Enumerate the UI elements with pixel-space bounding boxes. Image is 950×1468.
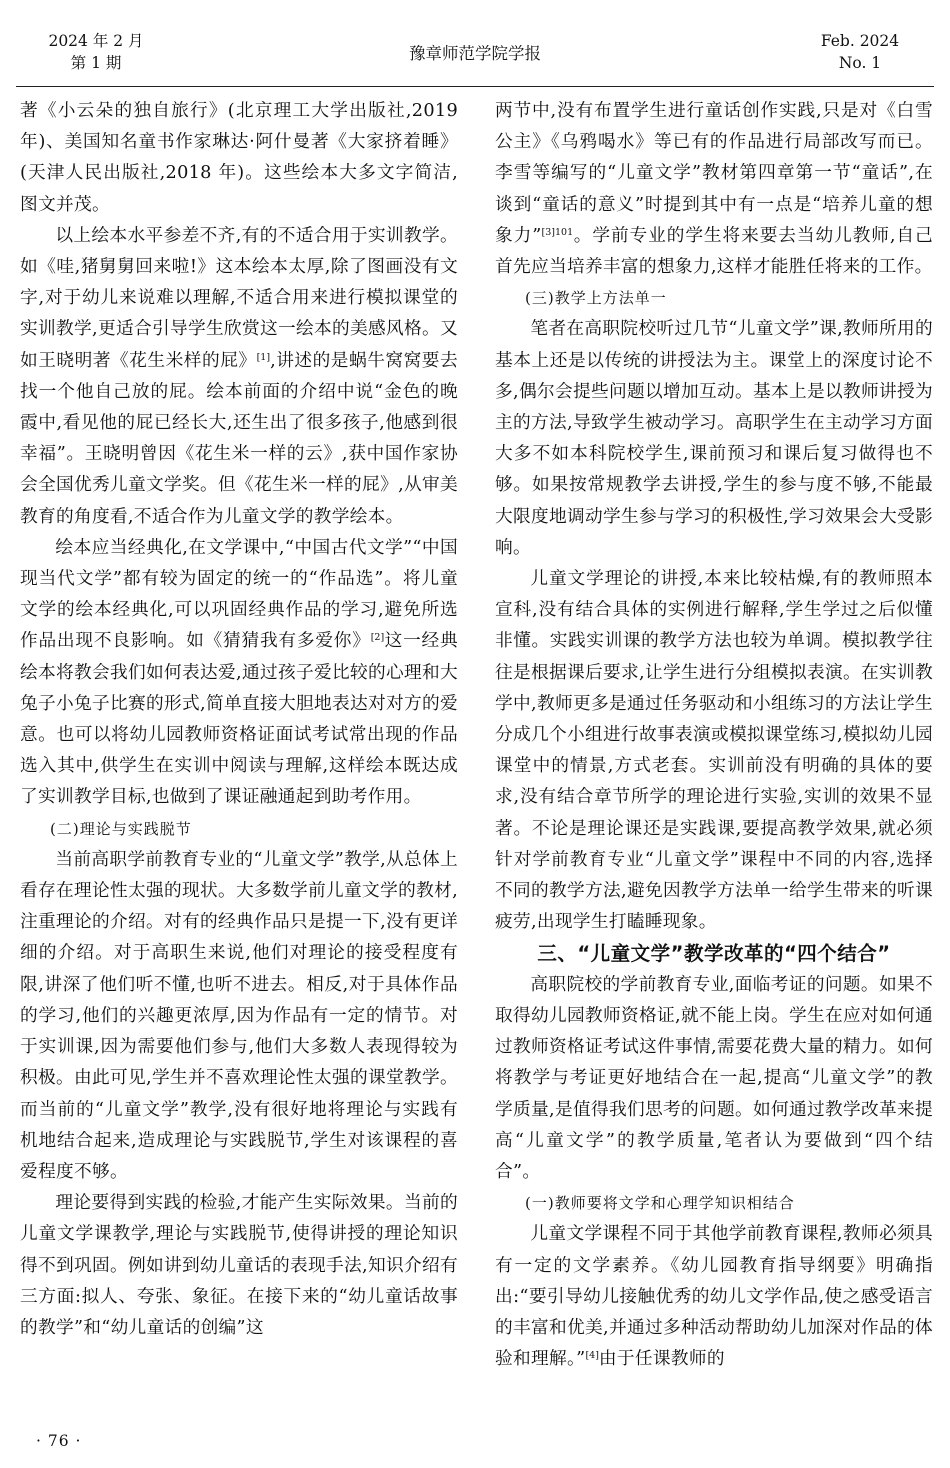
issue-number-cn: 第 1 期 [70,54,122,72]
paragraph-text: 由于任课教师的 [598,1349,725,1370]
subsection-heading: (三)教学上方法单一 [525,289,667,308]
paragraph: 高职院校的学前教育专业,面临考证的问题。如果不取得幼儿园教师资格证,就不能上岗。学生在应对如何通过教师资格证考试这件事情,需要花费大量的精力。如何将教学与考证更好地结合在一起,提高“儿童文学”的教学质量,是值得我们思考的问题。如何通过教学改革来提高“儿童文学”的教学质量,笔者认为要做到“四个结合”。 [495,974,933,1182]
left-column [20,96,458,1344]
page-number: · 76 · [36,1432,82,1450]
paragraph [20,221,458,533]
paragraph [20,533,458,814]
paragraph-text: 。学前专业的学生将来要去当幼儿教师,自己首先应当培养丰富的想象力,这样才能胜任将来的工作。 [495,225,933,278]
paragraph: 笔者在高职院校听过几节“儿童文学”课,教师所用的基本上还是以传统的讲授法为主。课堂上的深度讨论不多,偶尔会提些问题以增加互动。基本上是以教师讲授为主的方法,导致学生被动学习。高职学生在主动学习方面大多不如本科院校学生,课前预习和课后复习做得也不够。如果按常规教学去讲授,学生的参与度不够,不能最大限度地调动学生参与学习的积极性,学习效果会大受影响。 [495,319,933,558]
paragraph: 著《小云朵的独自旅行》(北京理工大学出版社,2019年)、美国知名童书作家琳达·阿什曼著《大家挤着睡》(天津人民出版社,2018 年)。这些绘本大多文字简洁,图文并茂。 [20,101,458,215]
paragraph: 儿童文学理论的讲授,本来比较枯燥,有的教师照本宣科,没有结合具体的实例进行解释,学生学过之后似懂非懂。实践实训课的教学方法也较为单调。模拟教学往往是根据课后要求,让学生进行分组模拟表演。在实训教学中,教师更多是通过任务驱动和小组练习的方法让学生分成几个小组进行故事表演或模拟课堂练习,模拟幼儿园课堂中的情景,方式老套。实训前没有明确的具体的要求,没有结合章节所学的理论进行实验,实训的效果不显著。不论是理论课还是实践课,要提高教学效果,就必须针对学前教育专业“儿童文学”课程中不同的内容,选择不同的教学方法,避免因教学方法单一给学生带来的听课疲劳,出现学生打瞌睡现象。 [495,569,933,933]
issue-year-month: 2024 年 2 月 [48,32,144,50]
header-rule [16,86,934,87]
paragraph-text: 儿童文学课程不同于其他学前教育课程,教师必须具有一定的文学素养。《幼儿园教育指导纲要》明确指出:“要引导幼儿接触优秀的幼儿文学作品,使之感受语言的丰富和优美,并通过多种活动帮助幼儿加深对作品的体验和理解。” [495,1224,933,1370]
subsection-heading: (一)教师要将文学和心理学知识相结合 [525,1194,795,1213]
paragraph [495,96,933,283]
citation-ref: [2] [370,632,385,644]
paragraph-text: ,讲述的是蜗牛窝窝要去找一个他自己放的屁。绘本前面的介绍中说“金色的晚霞中,看见他的屁已经长大,还生出了很多孩子,他感到很幸福”。王晓明曾因《花生米一样的云》,获中国作家协会全国优秀儿童文学奖。但《花生米一样的屁》,从审美教育的角度看,不适合作为儿童文学的教学绘本。 [20,350,458,527]
paragraph-text: 以上绘本水平参差不齐,有的不适合用于实训教学。如《哇,猪舅舅回来啦!》这本绘本太厚,除了图画没有文字,对于幼儿来说难以理解,不适合用来进行模拟课堂的实训教学,更适合引导学生欣赏这一绘本的美感风格。又如王晓明著《花生米样的屁》 [20,225,458,371]
citation-ref: [1] [256,351,271,363]
paragraph-text: 两节中,没有布置学生进行童话创作实践,只是对《白雪公主》《乌鸦喝水》等已有的作品进行局部改写而已。李雪等编写的“儿童文学”教材第四章第一节“童话”,在谈到“童话的意义”时提到其中有一点是“培养儿童的想象力” [495,101,933,246]
journal-title: 豫章师范学院学报 [409,44,541,63]
issue-number-en: No. 1 [838,54,882,72]
paragraph: 当前高职学前教育专业的“儿童文学”教学,从总体上看存在理论性太强的现状。大多数学前儿童文学的教材,注重理论的介绍。对有的经典作品只是提一下,没有更详细的介绍。对于高职生来说,他们对理论的接受程度有限,讲深了他们听不懂,也听不进去。相反,对于具体作品的学习,他们的兴趣更浓厚,因为作品有一定的情节。对于实训课,因为需要他们参与,他们大多数人表现得较为积极。由此可见,学生并不喜欢理论性太强的课堂教学。而当前的“儿童文学”教学,没有很好地将理论与实践有机地结合起来,造成理论与实践脱节,学生对该课程的喜爱程度不够。 [20,849,458,1182]
issue-date-en [810,30,910,74]
issue-month-en: Feb. 2024 [820,32,900,50]
paragraph: 理论要得到实践的检验,才能产生实际效果。当前的儿童文学课教学,理论与实践脱节,使得讲授的理论知识得不到巩固。例如讲到幼儿童话的表现手法,知识介绍有三方面:拟人、夸张、象征。在接下来的“幼儿童话故事的教学”和“幼儿童话的创编”这 [20,1193,458,1338]
subsection-heading: (二)理论与实践脱节 [50,819,192,838]
right-column [495,96,933,1375]
section-heading: 三、“儿童文学”教学改革的“四个结合” [537,942,891,966]
paragraph [495,1219,933,1375]
paragraph-text: 这一经典绘本将教会我们如何表达爱,通过孩子爱比较的心理和大兔子小兔子比赛的形式,简单直接大胆地表达对对方的爱意。也可以将幼儿园教师资格证面试考试常出现的作品选入其中,供学生在实训中阅读与理解,这样绘本既达成了实训教学目标,也做到了课证融通起到助考作用。 [20,631,459,808]
citation-ref: [4] [585,1350,599,1362]
paragraph-text: 绘本应当经典化,在文学课中,“中国古代文学”“中国现当代文学”都有较为固定的统一的“作品选”。将儿童文学的绘本经典化,可以巩固经典作品的学习,避免所选作品出现不良影响。如《猜猜我有多爱你》 [20,537,458,652]
citation-ref: [3]101 [541,226,574,238]
page-header [0,0,950,90]
